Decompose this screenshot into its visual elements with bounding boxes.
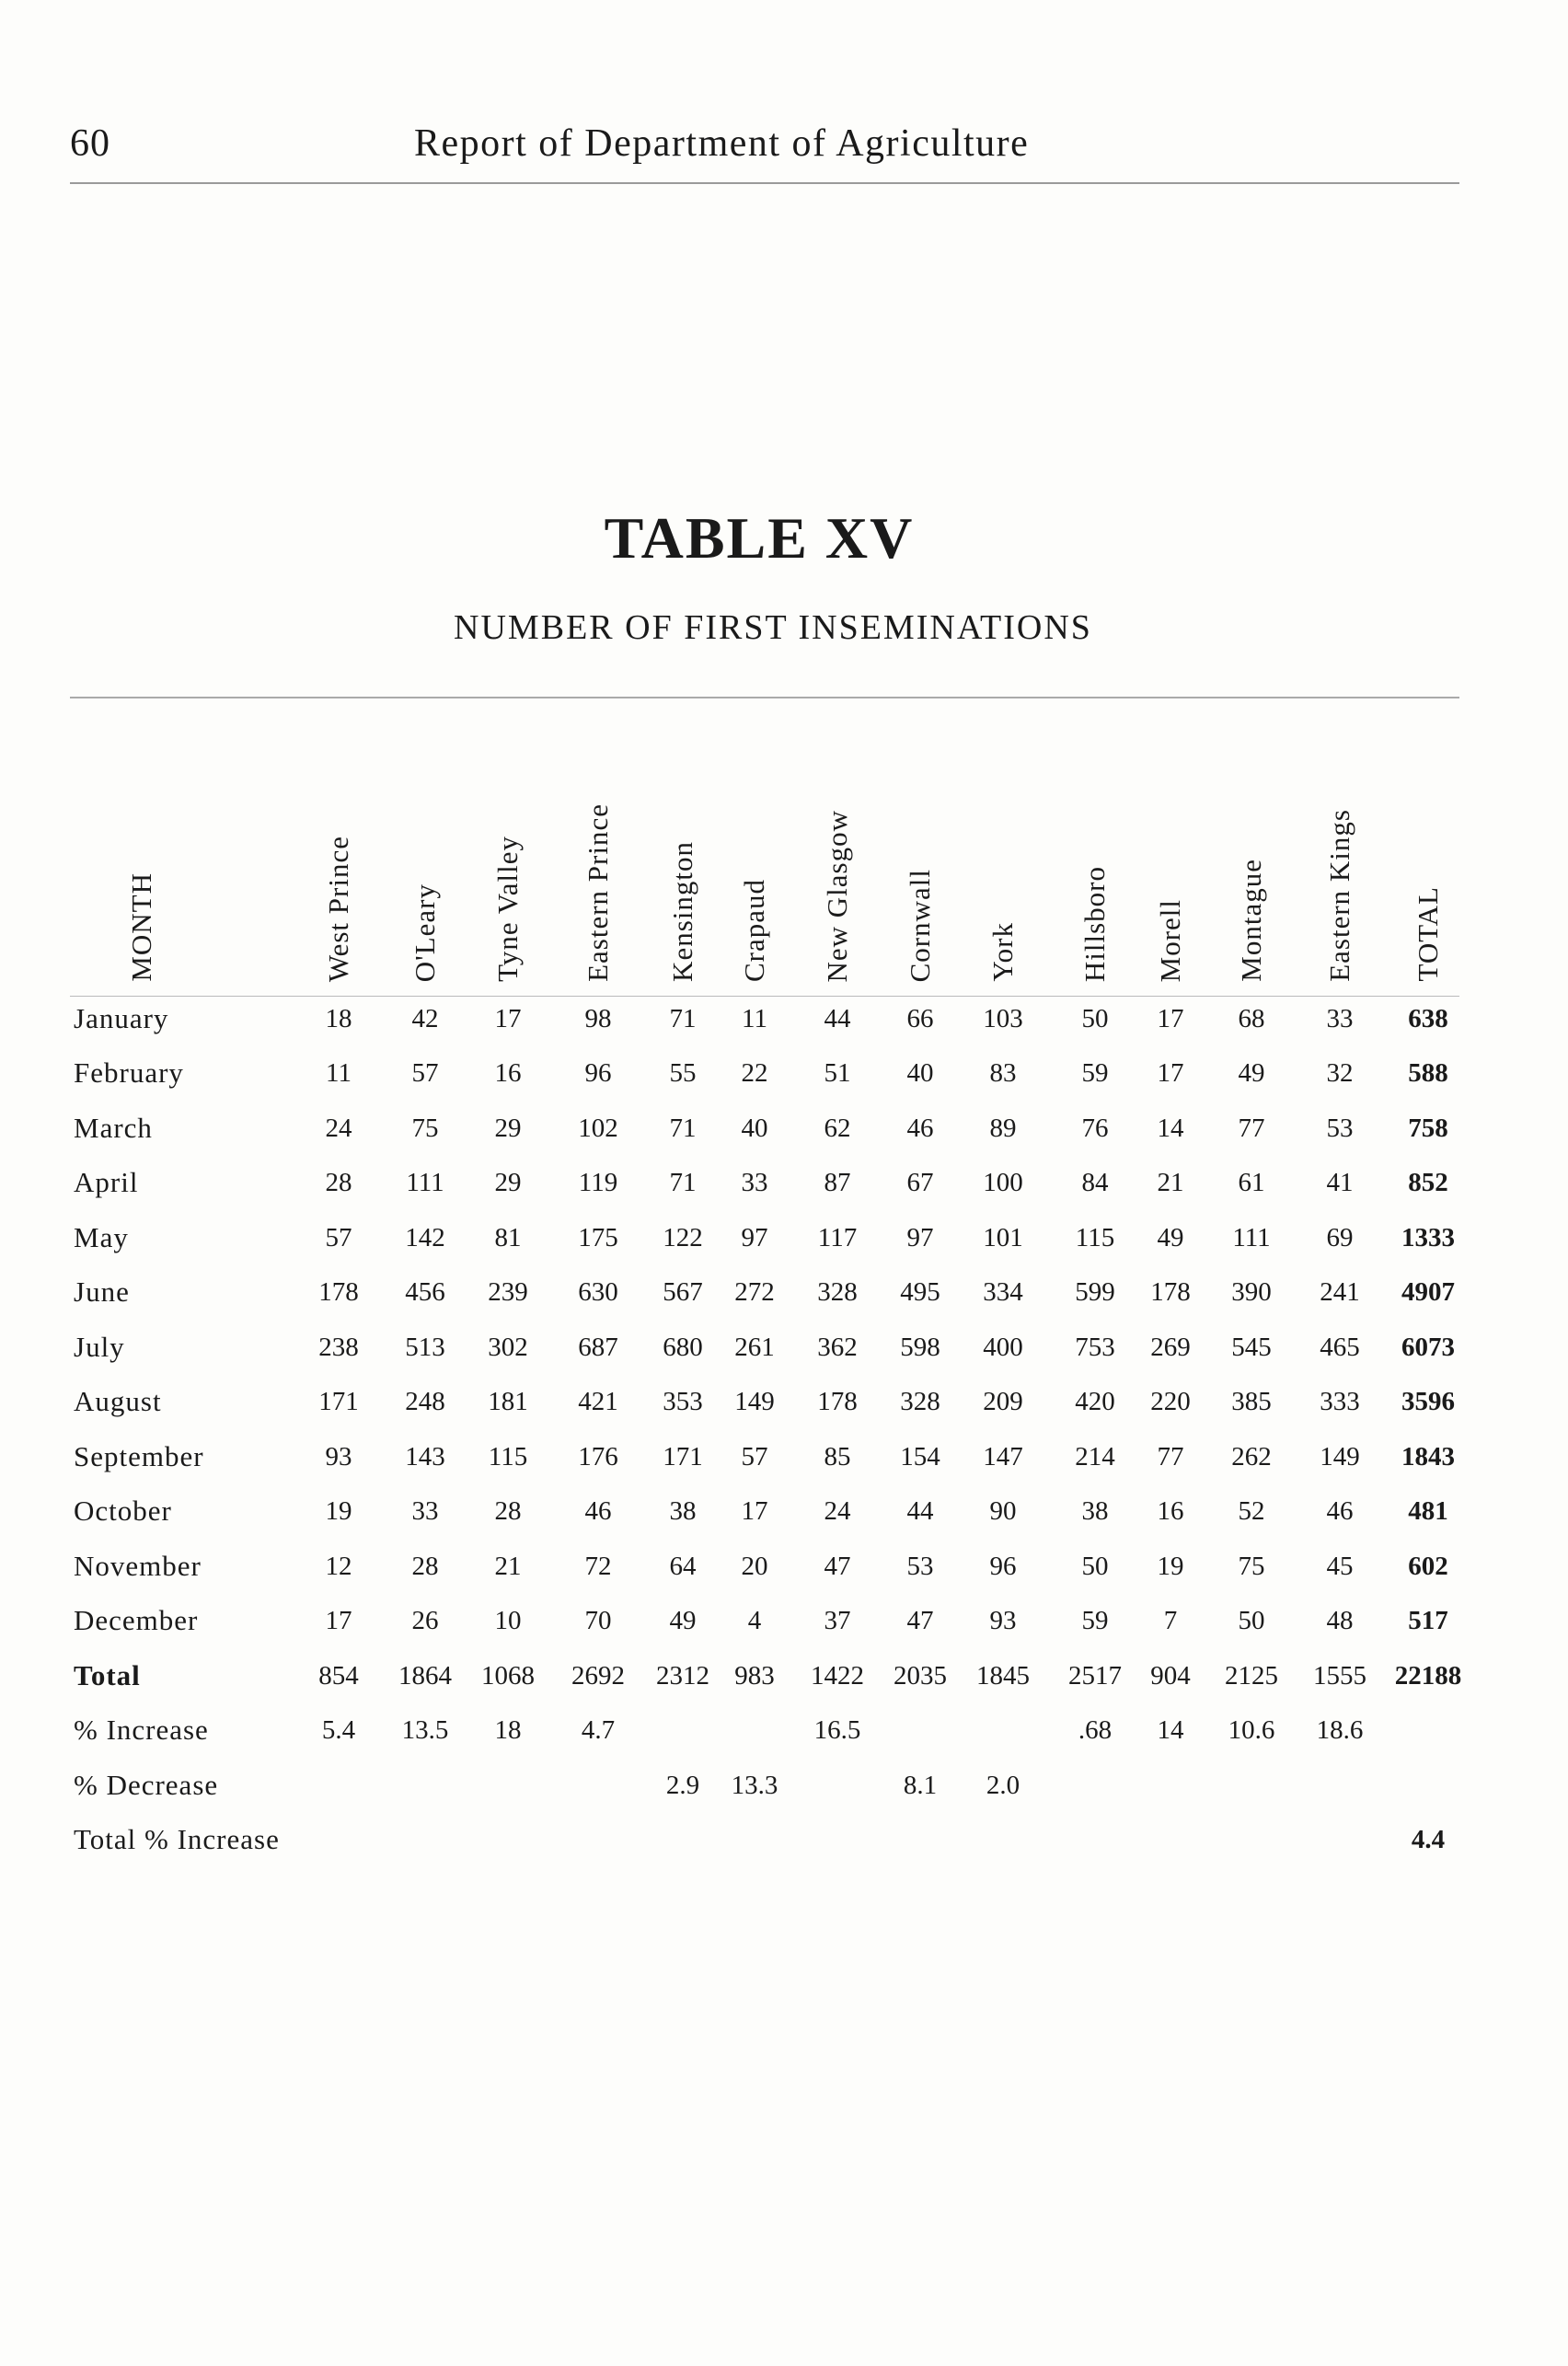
table-cell: 22 [741, 1058, 768, 1088]
table-top-rule [70, 697, 1459, 698]
table-cell: 75 [1238, 1552, 1265, 1581]
column-header-eastern-prince: Eastern Prince [582, 803, 614, 982]
table-cell: 44 [824, 1004, 851, 1033]
table-cell: 46 [584, 1496, 612, 1526]
table-cell: 680 [663, 1333, 703, 1362]
table-cell: 90 [989, 1496, 1017, 1526]
table-cell: 68 [1238, 1004, 1265, 1033]
table-cell: 513 [405, 1333, 445, 1362]
table-cell: 302 [488, 1333, 528, 1362]
row-label: July [74, 1331, 125, 1363]
table-cell: 70 [584, 1606, 612, 1635]
table-cell: 77 [1157, 1442, 1184, 1472]
table-cell: 77 [1238, 1114, 1265, 1143]
table-cell: 214 [1075, 1442, 1115, 1472]
table-cell: 2035 [894, 1661, 947, 1691]
table-cell: 220 [1150, 1387, 1191, 1416]
table-cell: 51 [824, 1058, 851, 1088]
table-cell: 8.1 [903, 1771, 938, 1800]
table-cell: 19 [325, 1496, 352, 1526]
table-cell: 421 [578, 1387, 618, 1416]
table-cell: 17 [494, 1004, 522, 1033]
table-cell: 28 [494, 1496, 522, 1526]
table-cell: 18.6 [1316, 1715, 1364, 1745]
table-cell: 6073 [1401, 1333, 1455, 1362]
table-cell: 1843 [1401, 1442, 1455, 1472]
table-cell: 49 [1238, 1058, 1265, 1088]
table-cell: 10 [494, 1606, 522, 1635]
table-cell: 17 [1157, 1058, 1184, 1088]
table-cell: 1068 [481, 1661, 535, 1691]
table-cell: 42 [411, 1004, 439, 1033]
table-cell: 178 [318, 1277, 359, 1307]
table-cell: 181 [488, 1387, 528, 1416]
table-cell: 17 [741, 1496, 768, 1526]
table-cell: 62 [824, 1114, 851, 1143]
table-cell: 83 [989, 1058, 1017, 1088]
table-cell: 50 [1081, 1552, 1109, 1581]
table-cell: 1864 [398, 1661, 452, 1691]
table-cell: 353 [663, 1387, 703, 1416]
table-cell: 149 [734, 1387, 775, 1416]
table-cell: 71 [669, 1114, 697, 1143]
table-cell: 333 [1320, 1387, 1360, 1416]
table-cell: 854 [318, 1661, 359, 1691]
table-cell: 50 [1081, 1004, 1109, 1033]
table-cell: 362 [817, 1333, 858, 1362]
row-label: % Increase [74, 1714, 209, 1746]
table-cell: 57 [325, 1223, 352, 1252]
table-cell: 175 [578, 1223, 618, 1252]
table-cell: 100 [983, 1168, 1023, 1197]
table-cell: 102 [578, 1114, 618, 1143]
table-cell: 85 [824, 1442, 851, 1472]
table-cell: 16 [1157, 1496, 1184, 1526]
table-cell: 983 [734, 1661, 775, 1691]
table-cell: 147 [983, 1442, 1023, 1472]
table-cell: 37 [824, 1606, 851, 1635]
table-cell: 171 [663, 1442, 703, 1472]
table-cell: 97 [906, 1223, 934, 1252]
table-cell: 115 [1075, 1223, 1115, 1252]
table-cell: 753 [1075, 1333, 1115, 1362]
table-cell: 119 [578, 1168, 618, 1197]
table-cell: 61 [1238, 1168, 1265, 1197]
table-cell: 59 [1081, 1058, 1109, 1088]
row-label: May [74, 1221, 129, 1253]
table-cell: 48 [1326, 1606, 1354, 1635]
table-subtitle: NUMBER OF FIRST INSEMINATIONS [454, 608, 1092, 647]
table-cell: 28 [411, 1552, 439, 1581]
table-cell: 176 [578, 1442, 618, 1472]
table-cell: 55 [669, 1058, 697, 1088]
table-cell: 328 [817, 1277, 858, 1307]
table-cell: 262 [1231, 1442, 1272, 1472]
column-header-eastern-kings: Eastern Kings [1323, 809, 1355, 982]
table-cell: 1555 [1313, 1661, 1366, 1691]
row-label: Total [74, 1659, 141, 1691]
table-cell: 71 [669, 1168, 697, 1197]
table-cell: 96 [989, 1552, 1017, 1581]
table-cell: 4.7 [581, 1715, 616, 1745]
table-cell: 16.5 [813, 1715, 861, 1745]
table-cell: 53 [906, 1552, 934, 1581]
table-cell: 21 [1157, 1168, 1184, 1197]
table-cell: 143 [405, 1442, 445, 1472]
row-label: October [74, 1495, 172, 1527]
table-cell: 4907 [1401, 1277, 1455, 1307]
table-cell: 28 [325, 1168, 352, 1197]
row-label: November [74, 1550, 202, 1582]
table-cell: 33 [741, 1168, 768, 1197]
table-cell: 122 [663, 1223, 703, 1252]
table-cell: 241 [1320, 1277, 1360, 1307]
table-cell: 101 [983, 1223, 1023, 1252]
table-cell: 154 [900, 1442, 940, 1472]
table-cell: 115 [488, 1442, 528, 1472]
table-cell: 599 [1075, 1277, 1115, 1307]
table-cell: 2517 [1068, 1661, 1122, 1691]
table-cell: 32 [1326, 1058, 1354, 1088]
table-cell: 239 [488, 1277, 528, 1307]
table-cell: 66 [906, 1004, 934, 1033]
column-header-york: York [986, 922, 1019, 982]
table-cell: 29 [494, 1114, 522, 1143]
row-label: January [74, 1002, 169, 1034]
table-cell: 18 [494, 1715, 522, 1745]
table-cell: 40 [741, 1114, 768, 1143]
table-cell: 17 [1157, 1004, 1184, 1033]
table-cell: 71 [669, 1004, 697, 1033]
table-cell: 149 [1320, 1442, 1360, 1472]
table-cell: 38 [669, 1496, 697, 1526]
table-cell: 93 [989, 1606, 1017, 1635]
table-cell: 24 [824, 1496, 851, 1526]
table-cell: 26 [411, 1606, 439, 1635]
row-label: February [74, 1056, 184, 1089]
table-cell: 261 [734, 1333, 775, 1362]
table-cell: 11 [326, 1058, 352, 1088]
table-cell: 22188 [1394, 1661, 1462, 1691]
column-header-cornwall: Cornwall [904, 868, 936, 982]
table-cell: 117 [817, 1223, 858, 1252]
running-title: Report of Department of Agriculture [414, 122, 1030, 165]
table-cell: 1422 [811, 1661, 864, 1691]
table-cell: 171 [318, 1387, 359, 1416]
row-label: December [74, 1604, 199, 1636]
table-cell: 111 [406, 1168, 444, 1197]
table-cell: 420 [1075, 1387, 1115, 1416]
table-cell: 20 [741, 1552, 768, 1581]
table-cell: 269 [1150, 1333, 1191, 1362]
table-cell: 72 [584, 1552, 612, 1581]
table-cell: 238 [318, 1333, 359, 1362]
column-header-total: TOTAL [1412, 886, 1444, 982]
table-cell: 76 [1081, 1114, 1109, 1143]
table-cell: 53 [1326, 1114, 1354, 1143]
table-cell: 49 [1157, 1223, 1184, 1252]
table-cell: 13.5 [401, 1715, 449, 1745]
table-cell: 69 [1326, 1223, 1354, 1252]
column-header-west-prince: West Prince [322, 835, 354, 982]
table-cell: 602 [1408, 1552, 1448, 1581]
table-cell: 390 [1231, 1277, 1272, 1307]
column-header-hillsboro: Hillsboro [1078, 865, 1111, 982]
table-cell: 18 [325, 1004, 352, 1033]
table-cell: 14 [1157, 1715, 1184, 1745]
table-cell: 687 [578, 1333, 618, 1362]
table-cell: 33 [411, 1496, 439, 1526]
table-cell: 209 [983, 1387, 1023, 1416]
table-cell: 103 [983, 1004, 1023, 1033]
column-header-morell: Morell [1154, 898, 1186, 982]
table-cell: 96 [584, 1058, 612, 1088]
table-cell: 89 [989, 1114, 1017, 1143]
table-cell: 588 [1408, 1058, 1448, 1088]
table-cell: 29 [494, 1168, 522, 1197]
table-cell: 12 [325, 1552, 352, 1581]
table-cell: 1845 [976, 1661, 1030, 1691]
table-cell: 7 [1163, 1606, 1178, 1635]
table-cell: 13.3 [731, 1771, 778, 1800]
table-cell: 21 [494, 1552, 522, 1581]
table-cell: 904 [1150, 1661, 1191, 1691]
table-cell: 97 [741, 1223, 768, 1252]
column-header-tyne-valley: Tyne Valley [491, 836, 524, 982]
table-cell: 1333 [1401, 1223, 1455, 1252]
table-cell: 47 [824, 1552, 851, 1581]
top-rule [70, 182, 1459, 184]
column-header-montague: Montague [1235, 859, 1267, 982]
table-cell: 64 [669, 1552, 697, 1581]
table-cell: 638 [1408, 1004, 1448, 1033]
table-cell: 545 [1231, 1333, 1272, 1362]
table-cell: 852 [1408, 1168, 1448, 1197]
row-label: September [74, 1440, 204, 1472]
table-cell: 2692 [571, 1661, 625, 1691]
table-cell: 50 [1238, 1606, 1265, 1635]
header-rule [70, 996, 1459, 997]
row-label: August [74, 1385, 162, 1417]
table-cell: 44 [906, 1496, 934, 1526]
table-cell: 517 [1408, 1606, 1448, 1635]
table-cell: 2312 [656, 1661, 709, 1691]
table-cell: 46 [1326, 1496, 1354, 1526]
table-cell: 84 [1081, 1168, 1109, 1197]
column-header-kensington: Kensington [666, 841, 698, 982]
table-cell: 40 [906, 1058, 934, 1088]
table-cell: 3596 [1401, 1387, 1455, 1416]
table-cell: 46 [906, 1114, 934, 1143]
table-cell: 495 [900, 1277, 940, 1307]
row-label: % Decrease [74, 1769, 219, 1801]
table-cell: .68 [1078, 1715, 1113, 1745]
table-cell: 57 [411, 1058, 439, 1088]
table-cell: 52 [1238, 1496, 1265, 1526]
table-cell: 81 [494, 1223, 522, 1252]
row-label: Total % Increase [74, 1823, 280, 1855]
table-cell: 38 [1081, 1496, 1109, 1526]
table-cell: 2.0 [986, 1771, 1020, 1800]
table-cell: 2.9 [665, 1771, 700, 1800]
table-cell: 24 [325, 1114, 352, 1143]
table-cell: 272 [734, 1277, 775, 1307]
table-cell: 334 [983, 1277, 1023, 1307]
table-cell: 41 [1326, 1168, 1354, 1197]
table-cell: 178 [1150, 1277, 1191, 1307]
table-cell: 59 [1081, 1606, 1109, 1635]
column-header-crapaud: Crapaud [738, 878, 770, 982]
table-cell: 57 [741, 1442, 768, 1472]
table-cell: 385 [1231, 1387, 1272, 1416]
table-cell: 17 [325, 1606, 352, 1635]
table-cell: 49 [669, 1606, 697, 1635]
table-cell: 630 [578, 1277, 618, 1307]
table-cell: 328 [900, 1387, 940, 1416]
table-cell: 67 [906, 1168, 934, 1197]
table-cell: 567 [663, 1277, 703, 1307]
table-cell: 456 [405, 1277, 445, 1307]
table-cell: 248 [405, 1387, 445, 1416]
table-cell: 75 [411, 1114, 439, 1143]
row-label: April [74, 1166, 139, 1198]
table-cell: 87 [824, 1168, 851, 1197]
table-cell: 142 [405, 1223, 445, 1252]
table-cell: 758 [1408, 1114, 1448, 1143]
table-cell: 465 [1320, 1333, 1360, 1362]
table-cell: 5.4 [321, 1715, 356, 1745]
table-cell: 45 [1326, 1552, 1354, 1581]
table-cell: 16 [494, 1058, 522, 1088]
page-number: 60 [70, 122, 110, 165]
table-cell: 400 [983, 1333, 1023, 1362]
table-cell: 111 [1232, 1223, 1271, 1252]
table-cell: 14 [1157, 1114, 1184, 1143]
table-cell: 93 [325, 1442, 352, 1472]
table-cell: 10.6 [1228, 1715, 1275, 1745]
table-cell: 33 [1326, 1004, 1354, 1033]
table-cell: 598 [900, 1333, 940, 1362]
table-cell: 2125 [1225, 1661, 1278, 1691]
table-cell: 19 [1157, 1552, 1184, 1581]
table-cell: 4.4 [1411, 1825, 1446, 1854]
table-title: TABLE XV [604, 505, 915, 571]
table-cell: 47 [906, 1606, 934, 1635]
row-label: March [74, 1112, 153, 1144]
row-label: June [74, 1275, 130, 1308]
table-cell: 98 [584, 1004, 612, 1033]
column-header-o-leary: O'Leary [409, 883, 441, 982]
table-cell: 4 [747, 1606, 762, 1635]
table-cell: 178 [817, 1387, 858, 1416]
table-cell: 481 [1408, 1496, 1448, 1526]
column-header-month: MONTH [125, 872, 157, 982]
column-header-new-glasgow: New Glasgow [821, 809, 853, 982]
table-cell: 11 [742, 1004, 767, 1033]
